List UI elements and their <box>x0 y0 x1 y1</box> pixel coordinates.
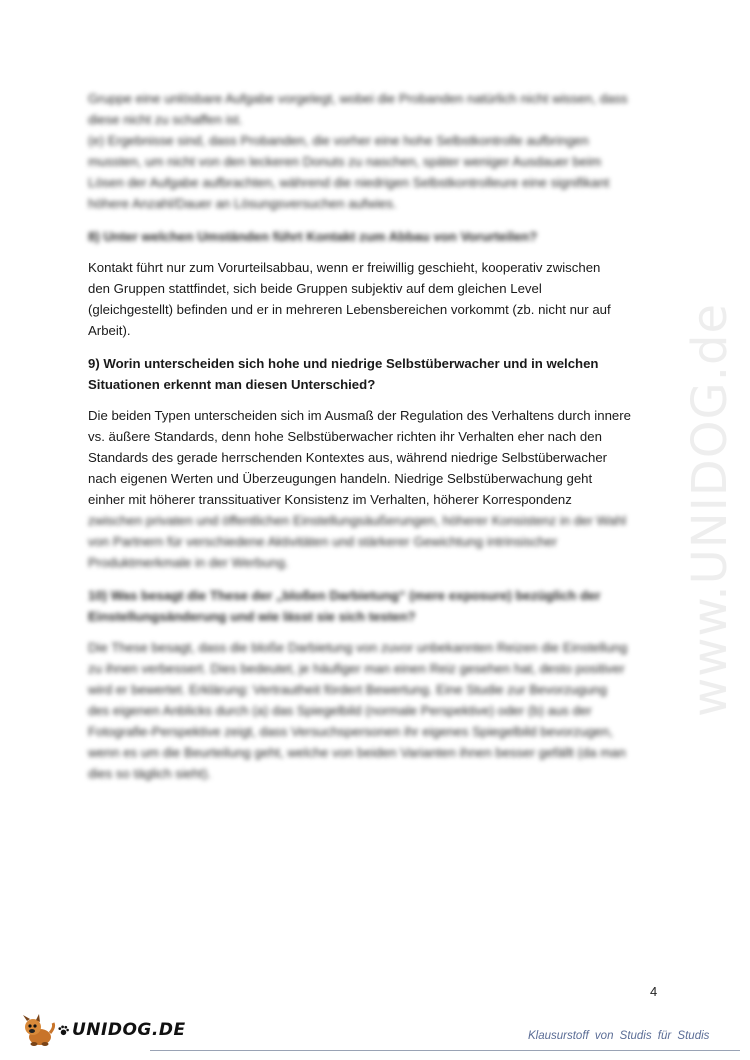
logo-text: UNIDOG.DE <box>72 1020 186 1040</box>
question-line: 10) Was besagt die These der „bloßen Darbietung“ (mere exposure) bezüglich der <box>88 588 601 603</box>
text-line: Lösen der Aufgabe aufbrachten, während die niedrigen Selbstkontrolleure eine signifikant <box>88 175 610 190</box>
text-line: wenn es um die Beurteilung geht, welche von beiden Varianten ihnen besser gefällt (da man <box>88 745 626 760</box>
question-line: Situationen erkennt man diesen Unterschied? <box>88 377 376 392</box>
paw-icon <box>58 1025 69 1036</box>
text-line: vs. äußere Standards, denn hohe Selbstüberwacher richten ihr Verhalten eher nach den <box>88 429 602 444</box>
question-9-heading <box>88 353 666 395</box>
text-line: diese nicht zu schaffen ist. <box>88 112 243 127</box>
text-line: Gruppe eine unlösbare Aufgabe vorgelegt, wobei die Probanden natürlich nicht wissen, dass <box>88 91 628 106</box>
footer-tagline: Klausurstoff von Studis für Studis <box>528 1030 710 1042</box>
question-line: 8) Unter welchen Umständen führt Kontakt zum Abbau von Vorurteilen? <box>88 229 538 244</box>
text-line: Kontakt führt nur zum Vorurteilsabbau, wenn er freiwillig geschieht, kooperativ zwischen <box>88 260 601 275</box>
watermark-text: www.UNIDOG.de <box>682 302 739 718</box>
dog-mascot-icon <box>20 1013 56 1047</box>
text-line: (gleichgestellt) befinden und er in mehreren Lebensbereichen vorkommt (zb. nicht nur auf <box>88 302 611 317</box>
text-line: von Partnern für verschiedene Aktivitäten und stärkerer Gewichtung intrinsischer <box>88 534 558 549</box>
text-line: Fotografie-Perspektive zeigt, dass Versuchspersonen ihr eigenes Spiegelbild bevorzugen, <box>88 724 613 739</box>
text-line: nach eigenen Werten und Überzeugungen handeln. Niedrige Selbstüberwachung geht <box>88 471 593 486</box>
text-line: den Gruppen stattfindet, sich beide Gruppen subjektiv auf dem gleichen Level <box>88 281 542 296</box>
text-line: einher mit höherer transsituativer Konsistenz im Verhalten, höherer Korrespondenz <box>88 492 572 507</box>
page-number: 4 <box>650 984 658 999</box>
text-line: mussten, um nicht von den leckeren Donuts zu naschen, später weniger Ausdauer beim <box>88 154 602 169</box>
unidog-logo <box>20 1012 186 1048</box>
text-line: zu ihnen verbessert. Dies bedeutet, je häufiger man einen Reiz gesehen hat, desto positiver <box>88 661 625 676</box>
answer-8-paragraph <box>88 257 666 341</box>
text-line: dies so täglich sieht). <box>88 766 212 781</box>
text-line: Die These besagt, dass die bloße Darbietung von zuvor unbekannten Reizen die Einstellung <box>88 640 628 655</box>
text-line: Standards des gerade herrschenden Kontextes aus, während niedrige Selbstüberwacher <box>88 450 608 465</box>
answer-10-paragraph <box>88 637 666 784</box>
text-line: wird er bewertet. Erklärung: Vertrautheit fördert Bewertung. Eine Studie zur Bevorzugung <box>88 682 607 697</box>
text-line: Produktmerkmale in der Werbung. <box>88 555 289 570</box>
question-8-heading <box>88 226 666 247</box>
text-line: Die beiden Typen unterscheiden sich im Ausmaß der Regulation des Verhaltens durch innere <box>88 408 631 423</box>
text-line: zwischen privaten und öffentlichen Einstellungsäußerungen, höherer Konsistenz in der Wahl <box>88 513 627 528</box>
answer-9-paragraph <box>88 405 666 573</box>
intro-paragraph <box>88 88 666 214</box>
text-line: höhere Anzahl/Dauer an Lösungsversuchen aufwies. <box>88 196 397 211</box>
text-line: des eigenen Anblicks durch (a) das Spiegelbild (normale Perspektive) oder (b) aus der <box>88 703 592 718</box>
question-10-heading <box>88 585 666 627</box>
question-line: 9) Worin unterscheiden sich hohe und niedrige Selbstüberwacher und in welchen <box>88 356 599 371</box>
text-line: Arbeit). <box>88 323 131 338</box>
text-line: (e) Ergebnisse sind, dass Probanden, die vorher eine hohe Selbstkontrolle aufbringen <box>88 133 589 148</box>
page-content <box>88 88 666 796</box>
footer-divider <box>150 1050 740 1051</box>
watermark <box>680 280 740 740</box>
question-line: Einstellungsänderung und wie lässt sie sich testen? <box>88 609 416 624</box>
